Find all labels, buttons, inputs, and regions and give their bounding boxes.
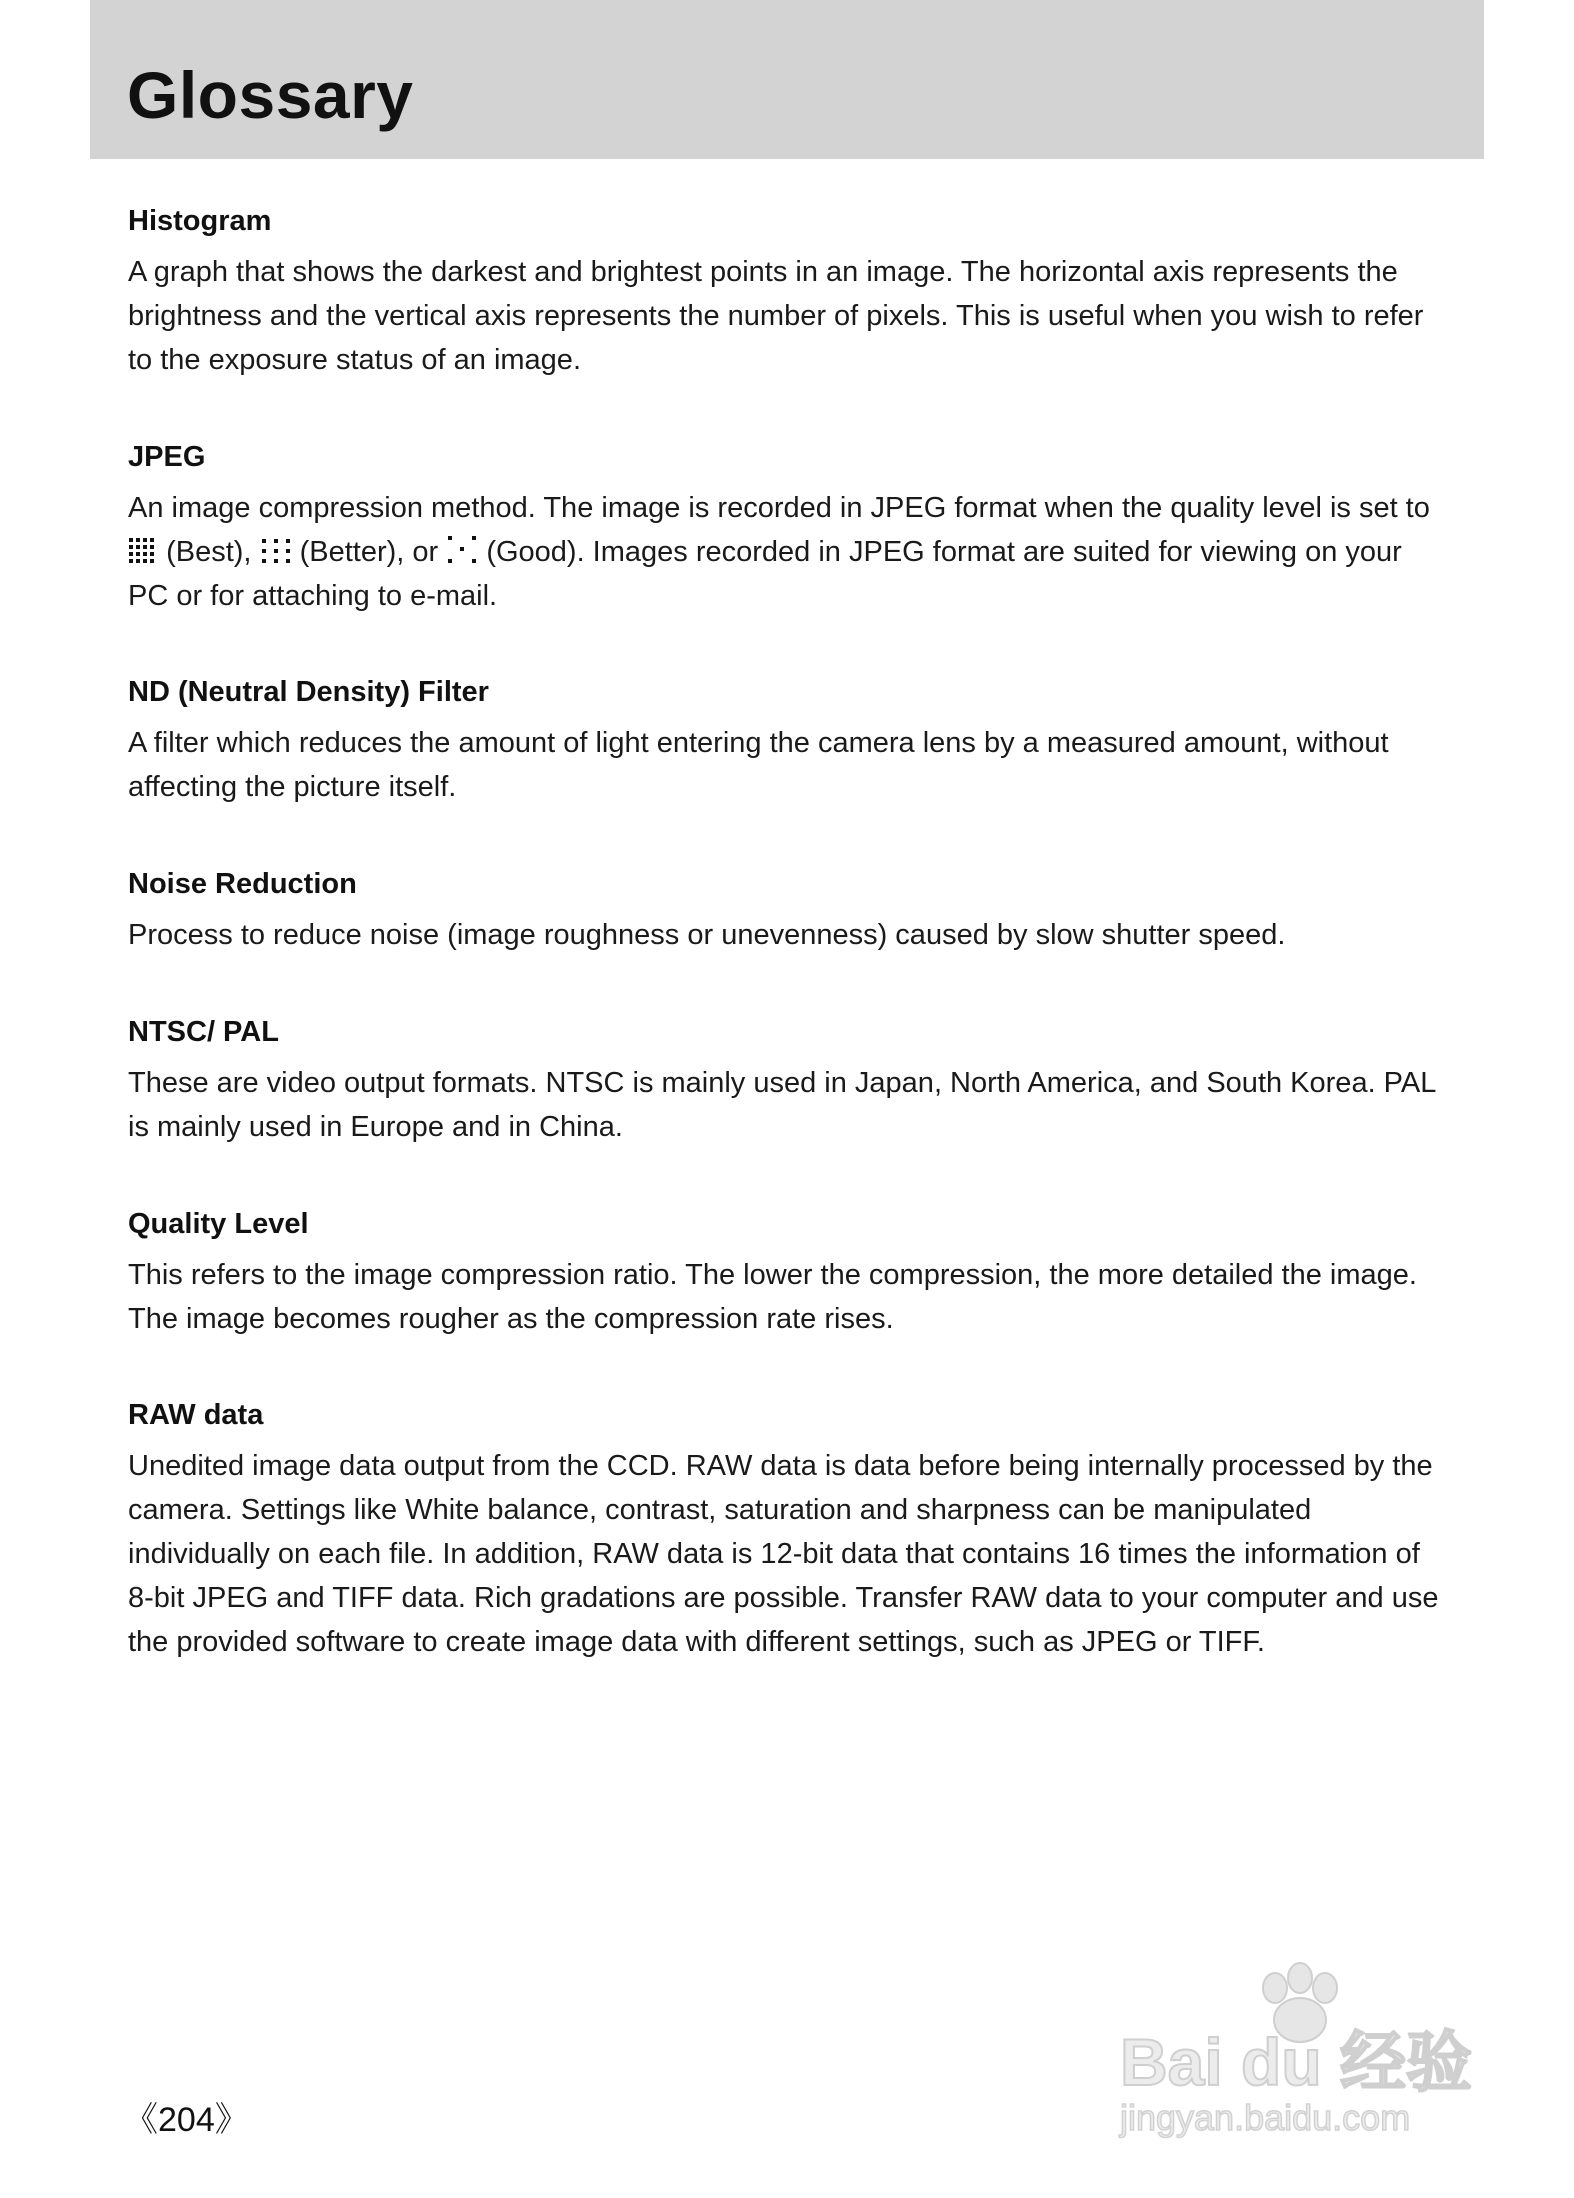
quality-better-icon [260, 537, 292, 565]
glossary-entry-histogram [128, 204, 1448, 382]
baidu-jingyan-watermark-icon [1100, 1940, 1480, 2140]
glossary-entry-noise-reduction [128, 867, 1448, 957]
term-heading: Histogram [128, 205, 272, 237]
term-heading: Quality Level [128, 1208, 309, 1240]
term-definition [128, 486, 1448, 618]
glossary-entry-jpeg [128, 440, 1448, 618]
term-heading: JPEG [128, 441, 206, 473]
glossary-entry-nd-filter [128, 675, 1448, 809]
best-label: (Best), [166, 535, 252, 568]
term-heading: NTSC/ PAL [128, 1016, 279, 1048]
watermark-url-text: jingyan.baidu.com [1120, 2097, 1411, 2138]
term-definition: Unedited image data output from the CCD. RAW data is data before being internally processed by the camera. Settings like White balance, contrast, saturation and sharpness can be manipulated individually on each file. In addition, RAW data is 12-bit data that contains 16 times the information of 8-bit JPEG and TIFF data. Rich gradations are possible. Transfer RAW data to your computer and use the provided software to create image data with different settings, such as JPEG or TIFF. [128, 1449, 1439, 1658]
watermark-brand-text: Bai du 经验 [1120, 2025, 1473, 2099]
definition-text: An image compression method. The image is recorded in JPEG format when the quality level is set to [128, 491, 1430, 524]
glossary-entry-raw-data [128, 1398, 1448, 1664]
term-heading: ND (Neutral Density) Filter [128, 676, 489, 708]
glossary-entry-ntsc-pal [128, 1015, 1448, 1149]
better-label: (Better), or [299, 535, 439, 568]
term-definition: A graph that shows the darkest and brightest points in an image. The horizontal axis represents the brightness and the vertical axis represents the number of pixels. This is useful when you wish to refer to the exposure status of an image. [128, 255, 1424, 376]
term-heading: RAW data [128, 1399, 264, 1431]
page-title: Glossary [127, 58, 414, 132]
good-label: (Good). Images recorded in JPEG format are suited for viewing on your PC or for attaching to e-mail. [128, 535, 1402, 612]
term-definition: This refers to the image compression ratio. The lower the compression, the more detailed the image. The image becomes rougher as the compression rate rises. [128, 1258, 1417, 1335]
page-number: 《204》 [124, 2101, 249, 2139]
term-definition: Process to reduce noise (image roughness or unevenness) caused by slow shutter speed. [128, 918, 1286, 951]
term-definition: These are video output formats. NTSC is mainly used in Japan, North America, and South Korea. PAL is mainly used in Europe and in China. [128, 1066, 1436, 1143]
glossary-entry-quality-level [128, 1207, 1448, 1341]
quality-good-icon [446, 535, 478, 565]
term-definition: A filter which reduces the amount of light entering the camera lens by a measured amount, without affecting the picture itself. [128, 726, 1389, 803]
term-heading: Noise Reduction [128, 868, 357, 900]
quality-best-icon [128, 537, 158, 565]
